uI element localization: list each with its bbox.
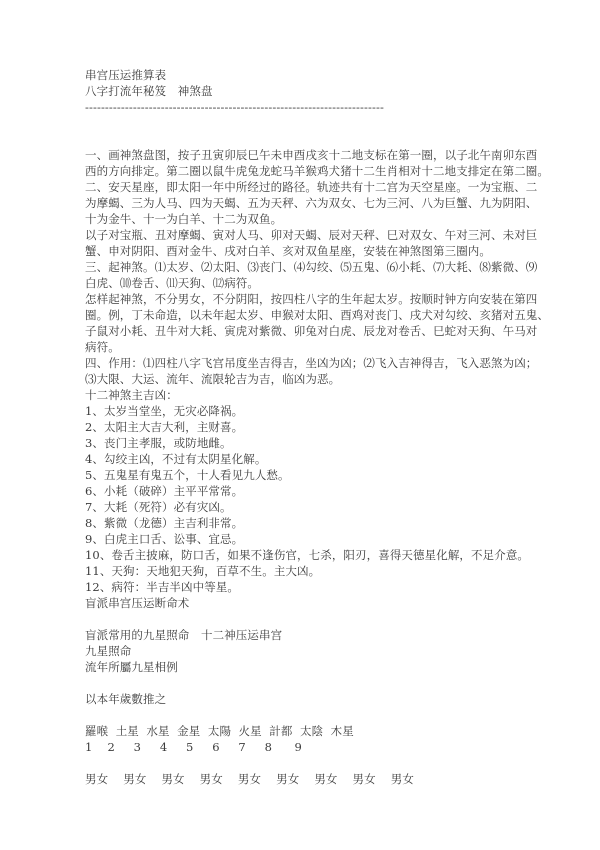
blank-line	[85, 675, 560, 691]
section-heading: 九星照命	[85, 644, 132, 658]
section-heading: 以本年歲數推之	[85, 692, 167, 706]
paragraph-line: 一、画神煞盘图，按子丑寅卯辰巳午未申酉戌亥十二地支标在第一圈，以子北午南卯东酉	[85, 148, 538, 162]
list-item-line: 11、天狗：天地犯天狗，百草不生。主大凶。	[85, 564, 321, 578]
blank-line	[85, 611, 560, 627]
paragraph-line: 白虎、⑽卷舌、⑾天狗、⑿病符。	[85, 276, 259, 290]
paragraph-line: 西的方向排定。第二圈以鼠牛虎兔龙蛇马羊猴鸡犬猪十二生肖相对十二地支排定在第二圈。	[85, 164, 549, 178]
paragraph-line: 病符。	[85, 340, 120, 354]
section-heading: 盲派串宫压运断命术	[85, 596, 190, 610]
divider-dashes: ---------------------------------------------------------------------------	[85, 100, 384, 114]
list-item-line: 10、卷舌主披麻，防口舌，如果不逢伤官，七杀，阳刃，喜得天德星化解，不足介意。	[85, 548, 530, 562]
table-row-numbers: 1 2 3 4 5 6 7 8 9	[85, 740, 302, 754]
paragraph-line: 圈。例，丁未命造，以未年起太岁、申猴对太阳、酉鸡对丧门、戌犬对勾绞、亥猪对五鬼、	[85, 308, 549, 322]
section-heading: 流年所屬九星相例	[85, 660, 178, 674]
paragraph-line: 以子对宝瓶、丑对摩蝎、寅对人马、卯对天蝎、辰对天秤、巳对双女、午对三河、未对巨	[85, 228, 538, 242]
paragraph-line: 蟹、申对阴阳、酉对金牛、戌对白羊、亥对双鱼星座，安装在神煞图第三圈内。	[85, 244, 491, 258]
list-item-line: 6、小耗（破碎）主平平常常。	[85, 484, 244, 498]
document-text	[85, 67, 560, 787]
list-item-line: 9、白虎主口舌、讼事、宜忌。	[85, 532, 244, 546]
doc-title: 串宫压运推算表	[85, 68, 167, 82]
list-item-line: 8、紫微（龙德）主吉利非常。	[85, 516, 244, 530]
paragraph-line: 十为金牛、十一为白羊、十二为双鱼。	[85, 212, 283, 226]
paragraph-line: 为摩蝎、三为人马、四为天蝎、五为天秤、六为双女、七为三河、八为巨蟹、九为阴阳、	[85, 196, 538, 210]
paragraph-line: 二、安天星座，即太阳一年中所经过的路径。轨迹共有十二宫为天空星座。一为宝瓶、二	[85, 180, 538, 194]
doc-subtitle: 八字打流年秘笈 神煞盘	[85, 84, 213, 98]
paragraph-line: 子鼠对小耗、丑牛对大耗、寅虎对紫微、卯兔对白虎、辰龙对卷舌、巳蛇对天狗、午马对	[85, 324, 538, 338]
section-heading: 十二神煞主吉凶：	[85, 388, 178, 402]
list-item-line: 3、丧门主孝服，或防地雌。	[85, 436, 232, 450]
paragraph-line: 四、作用：⑴四柱八字飞宫吊度坐吉得吉，坐凶为凶；⑵飞入吉神得吉，飞入恶煞为凶；	[85, 356, 538, 370]
list-item-line: 2、太阳主大吉大利，主财喜。	[85, 420, 244, 434]
paragraph-line: 三、起神煞。⑴太岁、⑵太阳、⑶丧门、⑷勾绞、⑸五鬼、⑹小耗、⑺大耗、⑻紫微、⑼	[85, 260, 538, 274]
blank-line	[85, 115, 560, 131]
blank-line	[85, 707, 560, 723]
section-heading: 盲派常用的九星照命 十二神压运串宫	[85, 628, 283, 642]
list-item-line: 4、勾绞主凶，不过有太阴星化解。	[85, 452, 267, 466]
blank-line	[85, 755, 560, 771]
table-row-gender: 男女 男女 男女 男女 男女 男女 男女 男女 男女	[85, 772, 414, 786]
list-item-line: 12、病符：半吉半凶中等星。	[85, 580, 240, 594]
list-item-line: 7、大耗（死符）必有灾凶。	[85, 500, 232, 514]
table-row-stars: 羅喉 土星 水星 金星 太陽 火星 計都 太陰 木星	[85, 724, 354, 738]
list-item-line: 5、五鬼星有鬼五个，十人看见九人愁。	[85, 468, 290, 482]
list-item-line: 1、太岁当堂坐，无灾必降祸。	[85, 404, 244, 418]
blank-line	[85, 131, 560, 147]
paragraph-line: 怎样起神煞，不分男女，不分阴阳，按四柱八字的生年起太岁。按顺时钟方向安装在第四	[85, 292, 538, 306]
paragraph-line: ⑶大限、大运、流年、流限轮吉为吉，临凶为恶。	[85, 372, 341, 386]
